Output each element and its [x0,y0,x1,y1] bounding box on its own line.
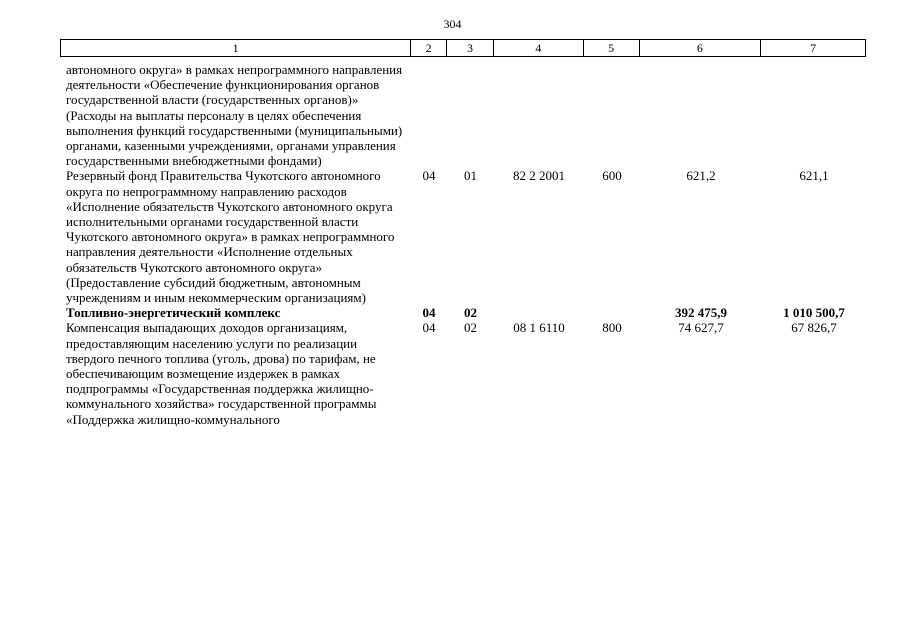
row-amount-1: 74 627,7 [678,320,724,336]
row-target-article: 08 1 6110 [513,320,565,336]
row-amount-2 [762,62,866,168]
column-header-6: 6 [640,40,762,56]
row-amount-2: 621,1 [799,168,829,184]
table-row [60,168,866,305]
row-target-article: 82 2 2001 [513,168,565,184]
column-header-1: 1 [61,40,411,56]
row-subsection: 02 [464,305,477,321]
row-section: 04 [422,168,436,184]
column-header-5: 5 [584,40,640,56]
row-subsection: 02 [464,320,477,336]
row-description: Топливно-энергетический комплекс [66,305,281,321]
row-amount-2: 1 010 500,7 [783,305,845,321]
row-target-article [494,62,584,168]
row-amount-1: 621,2 [686,168,716,184]
column-header-4: 4 [494,40,584,56]
column-header-7: 7 [810,41,817,55]
page-number: 304 [443,17,462,31]
row-expense-type: 800 [602,320,622,336]
table-row-section-heading [60,305,866,320]
row-expense-type: 600 [602,168,622,184]
row-section [411,62,447,168]
row-description: автономного округа» в рамках непрограммного направления деятельности «Обеспечение функционирования органов государственной власти (государственных органов)» (Расходы на выплаты персоналу в целях обеспечения выполнения функций государственными (муниципальными) органами, казенными учреждениями, органами управления государственными внебюджетными фондами) [66,62,403,169]
row-subsection [447,62,494,168]
row-section: 04 [422,320,436,336]
row-section: 04 [422,305,436,321]
row-expense-type [584,62,640,168]
column-header-2: 2 [411,40,447,56]
row-target-article [494,305,584,320]
table-header-row [60,39,866,57]
column-header-3: 3 [447,40,494,56]
row-amount-1 [640,62,762,168]
table-row [60,320,866,426]
row-expense-type [584,305,640,320]
row-amount-1: 392 475,9 [675,305,727,321]
table-row [60,62,866,168]
row-description: Резервный фонд Правительства Чукотского автономного округа по непрограммному направлению расходов «Исполнение обязательств Чукотского автономного округа исполнительными органами государственной власти Чукотского автономного округа» в рамках непрограммного направления деятельности «Исполнение отдельных обязательств Чукотского автономного округа» (Предоставление субсидий бюджетным, автономным учреждениям и иным некоммерческим организациям) [66,168,395,306]
row-amount-2: 67 826,7 [791,320,837,336]
row-subsection: 01 [464,168,477,184]
row-description: Компенсация выпадающих доходов организациям, предоставляющим населению услуги по реализации твердого печного топлива (уголь, дрова) по тарифам, не обеспечивающим возмещение издержек в рамках подпрограммы «Государственная поддержка жилищно-коммунального хозяйства» государственной программы «Поддержка жилищно-коммунального [66,320,377,427]
budget-table-body [60,62,866,427]
